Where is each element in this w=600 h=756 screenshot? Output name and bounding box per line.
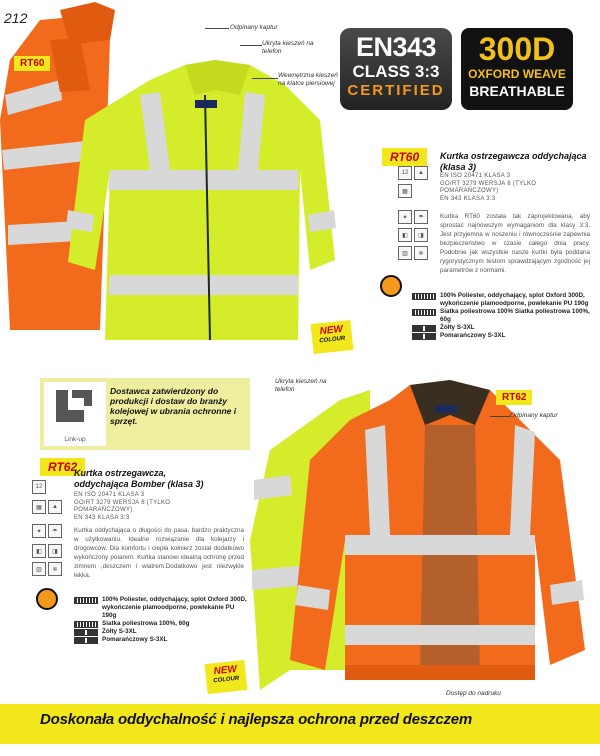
rt60-title-tag: RT60 — [382, 148, 427, 166]
standard-icon: ☂ — [48, 524, 62, 538]
rt60-callout-hood: Odpinany kaptur — [230, 24, 278, 31]
lining-icon — [74, 621, 98, 628]
oxford-badge-line2: OXFORD WEAVE — [468, 67, 566, 81]
rt62-spec-color-yellow: Żółty S-3XL — [74, 628, 249, 636]
en343-badge-line2: CLASS 3:3 — [352, 62, 440, 81]
linkup-logo — [44, 382, 106, 446]
rt62-spec-lining: Siatka poliestrowa 100%, 60g — [74, 620, 249, 628]
rt62-standards — [74, 492, 234, 522]
rt62-description: Kurtka oddychająca o długości do pasa, bardzo praktyczna w użytkowaniu. Idealne rozwiązanie dla kolejarzy i drogowców. Dla komfortu i ciepła kołnierz został dodatkowo wykończony polarem. Kurtka stanowi idealną ochronę przed zimnem ,deszczem i wiatrem.Dodatkowo jest niezwykle lekka. — [74, 527, 244, 579]
oxford-badge-line3: BREATHABLE — [469, 83, 565, 99]
rt62-standard: EN ISO 20471 KLASA 3 — [74, 492, 145, 498]
lining-icon — [412, 309, 436, 316]
standard-icon: ◨ — [48, 544, 62, 558]
en343-badge-line3: CERTIFIED — [347, 82, 445, 99]
supplier-text: Dostawca zatwierdzony do produkcji i dostaw do branży kolejowej w ubrania ochronne i sprzęt. — [110, 386, 237, 426]
rt60-description: Kurtka RT60 została tak zaprojektowana, aby sprostać najnowszym wymaganiom dla klasy 3:3. Jest przyjemna w noszeniu i równocześnie zapewnia bezpieczeństwo w czasie całego dnia pracy. Podobnie jak wszystkie nasze kurtki była poddana rygorystycznym testom sprawdzającym zgodność jej parametrów z normami. — [440, 213, 590, 274]
standard-icon: ▦ — [398, 184, 412, 198]
callout-line — [240, 45, 262, 46]
footer-tagline: Doskonała oddychalność i najlepsza ochrona przed deszczem — [40, 711, 473, 728]
rt62-tag: RT62 — [496, 390, 532, 405]
callout-line — [490, 416, 510, 417]
rt60-standard: POMARAŃCZOWY) — [440, 188, 499, 194]
callout-line — [205, 28, 229, 29]
standard-icon: ▥ — [32, 562, 46, 576]
rt60-standard: EN 343 KLASA 3:3 — [440, 195, 496, 202]
en343-badge — [340, 28, 452, 110]
new-sub-label: COLOUR — [319, 335, 346, 345]
new-label: NEW — [213, 663, 238, 678]
rt60-spec-color-yellow: Żółty S-3XL — [412, 324, 592, 332]
color-size-icon — [74, 637, 98, 644]
rt62-spec-color-orange: Pomarańczowy S-3XL — [74, 636, 249, 644]
rt60-callout-phone-pocket: Ukryta kieszeń na telefon — [262, 40, 314, 55]
standard-icon: ◧ — [32, 544, 46, 558]
standard-icon: ☂ — [414, 210, 428, 224]
rt60-standard: EN ISO 20471 KLASA 3 — [440, 173, 511, 179]
standard-icon: 12 — [32, 480, 46, 494]
standard-icon: ▲ — [414, 166, 428, 180]
rt62-title-line1: Kurtka ostrzegawcza, — [74, 468, 167, 478]
standard-icon: ▲ — [48, 500, 62, 514]
rt62-standard: POMARAŃCZOWY) — [74, 507, 133, 513]
callout-line — [252, 78, 278, 79]
standard-icon: 12 — [398, 166, 412, 180]
standard-icon: ❄ — [48, 562, 62, 576]
standard-icon: ◧ — [398, 228, 412, 242]
rt60-callout-inner-pocket: Wewnętrzna kieszeń na klatce piersiowej — [278, 72, 338, 87]
rt60-title: Kurtka ostrzegawcza oddychająca (klasa 3) — [440, 151, 587, 172]
rt62-specs — [74, 596, 249, 644]
rt62-title-tag: RT62 — [40, 458, 85, 476]
fabric-icon — [412, 293, 436, 300]
rt60-spec-color-orange: Pomarańczowy S-3XL — [412, 332, 592, 340]
color-size-icon — [412, 333, 436, 340]
rt62-title-line2: oddychająca Bomber (klasa 3) — [74, 479, 204, 489]
new-label: NEW — [319, 323, 344, 338]
standard-icon: ❄ — [414, 246, 428, 260]
rt62-standard: GO/RT 3279 WERSJA 8 (TYLKO — [74, 499, 171, 506]
rt62-spec-fabric: 100% Poliester, oddychający, splot Oxford 300D, wykończenie plamoodporne, powlekanie PU 190g — [74, 596, 249, 620]
oxford-badge-line1: 300D — [478, 31, 556, 67]
oxford-badge — [461, 28, 573, 110]
rt62-callout-phone-pocket: Ukryta kieszeń na telefon — [275, 378, 327, 393]
page-number: 212 — [4, 10, 28, 26]
standard-icon: ✦ — [398, 210, 412, 224]
rt62-new-colour-badge — [205, 660, 248, 694]
rt60-new-colour-badge — [311, 320, 354, 354]
rt62-callout-hood: Odpinany kaptur — [510, 412, 558, 419]
rt60-specs — [412, 292, 592, 340]
rt60-standard: GO/RT 3279 WERSJA 8 (TYLKO — [440, 180, 537, 187]
rt60-standards — [440, 173, 590, 203]
fabric-icon — [74, 597, 98, 604]
rt60-tag: RT60 — [14, 56, 50, 71]
rt62-title — [74, 468, 244, 490]
standard-icon: ▦ — [32, 500, 46, 514]
color-size-icon — [74, 629, 98, 636]
color-size-icon — [412, 325, 436, 332]
rt62-standard: EN 343 KLASA 3:3 — [74, 514, 130, 521]
rt60-quality-dial — [380, 275, 402, 297]
linkup-logo-text: Link-up — [64, 436, 86, 443]
standard-icon: ◨ — [414, 228, 428, 242]
rt62-callout-print-access: Dostęp do nadruku — [446, 690, 501, 697]
en343-badge-line1: EN343 — [355, 32, 437, 62]
rt60-spec-fabric: 100% Poliester, oddychający, splot Oxford 300D, wykończenie plamoodporne, powlekanie PU 190g — [412, 292, 592, 308]
rt62-quality-dial — [36, 588, 58, 610]
standard-icon: ✦ — [32, 524, 46, 538]
rt60-spec-lining: Siatka poliestrowa 100% Siatka poliestrowa 100%, 60g — [412, 308, 592, 324]
standard-icon: ▥ — [398, 246, 412, 260]
linkup-logo-icon — [54, 388, 94, 424]
new-sub-label: COLOUR — [213, 675, 240, 685]
